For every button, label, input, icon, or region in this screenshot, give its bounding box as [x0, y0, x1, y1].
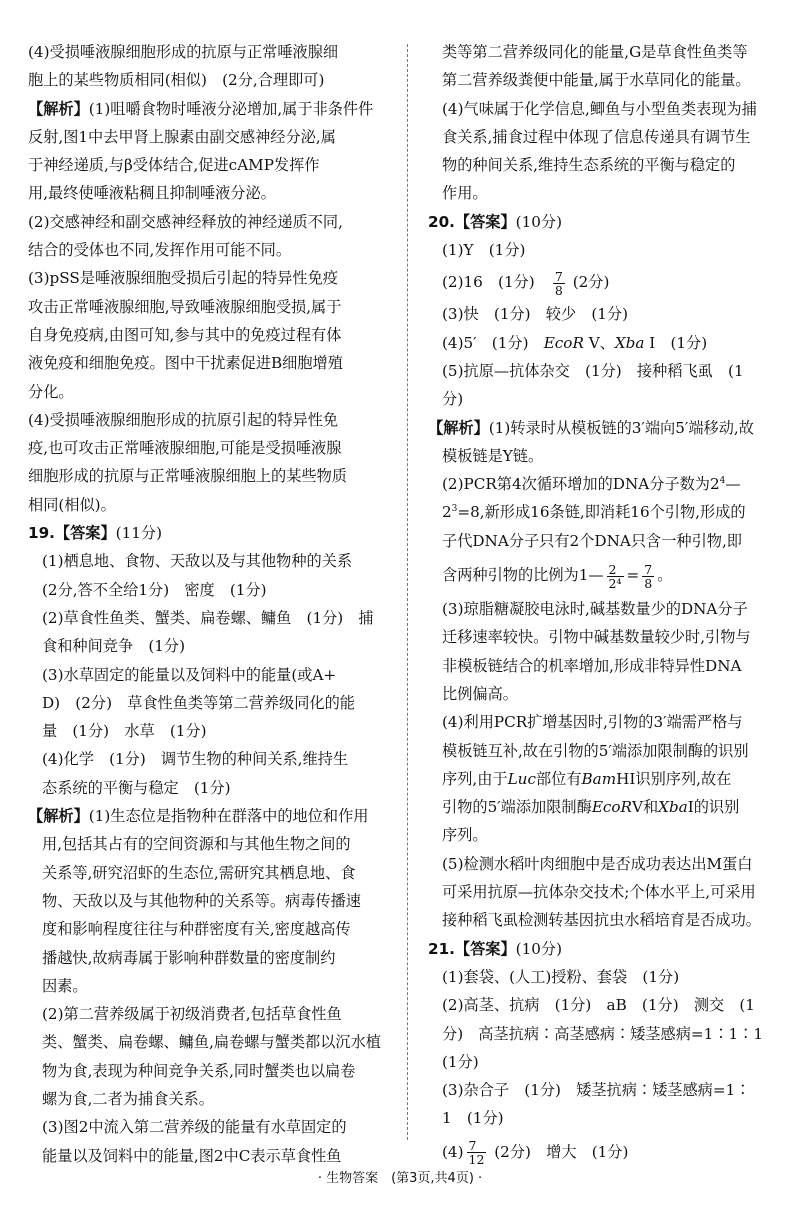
column-divider — [407, 44, 408, 1140]
superscript: 3 — [451, 504, 458, 515]
text-part: Ⅰ的识别 — [687, 798, 740, 817]
text-part: Ⅰ (1分) — [644, 333, 708, 352]
q18-analysis-3: (3)pSS是唾液腺细胞受损后引起的特异性免疫 — [28, 269, 338, 288]
q21-answer-1: (1)套袋、(人工)授粉、套袋 (1分) — [442, 967, 680, 986]
text-line: 因素。 — [42, 976, 88, 995]
text-part: HⅠ识别序列,故在 — [616, 769, 732, 788]
text-line: 播越快,故病毒属于影响种群数量的密度制约 — [42, 948, 336, 967]
gene-name: Luc — [507, 769, 536, 788]
points: (10分) — [515, 212, 563, 231]
q18-analysis-4: (4)受损唾液腺细胞形成的抗原引起的特异性免 — [28, 410, 339, 429]
text-line — [428, 555, 784, 595]
text-part: 2 — [442, 503, 452, 522]
q20-answer-1: (1)Y (1分) — [442, 241, 526, 260]
enzyme-name: Xba — [614, 333, 645, 352]
enzyme-name: Xba — [658, 798, 688, 817]
numerator: 7 — [554, 268, 563, 284]
analysis-label: 【解析】 — [428, 418, 489, 437]
text-line: 胞上的某些物质相同(相似) (2分,合理即可) — [28, 71, 325, 90]
text-line: (2分,答不全给1分) 密度 (1分) — [42, 580, 267, 599]
text-line: 分) 高茎抗病∶高茎感病∶矮茎感病=1∶1∶1 — [442, 1024, 764, 1043]
text-part: — — [725, 475, 741, 494]
q20-analysis-3: (3)琼脂糖凝胶电泳时,碱基数量少的DNA分子 — [442, 600, 748, 619]
q19-answer-3: (3)水草固定的能量以及饲料中的能量(或A+ — [42, 665, 337, 684]
numerator: 7 — [644, 561, 653, 577]
q21-answer-2: (2)高茎、抗病 (1分) aB (1分) 测交 (1 — [442, 996, 755, 1015]
text-part: 。 — [657, 566, 673, 585]
text-line: (1)生态位是指物种在群落中的地位和作用 — [88, 807, 369, 826]
q20-analysis-2 — [428, 470, 784, 498]
points: (10分) — [515, 939, 563, 958]
text-line: 液免疫和细胞免疫。图中干扰素促进B细胞增殖 — [28, 354, 343, 373]
text-part: 部位有 — [535, 769, 582, 788]
text-line: 攻击正常唾液腺细胞,导致唾液腺细胞受损,属于 — [28, 297, 342, 316]
text-part: 含两种引物的比例为1— — [442, 566, 604, 585]
left-column — [28, 38, 394, 1170]
q20-answer-2 — [428, 264, 784, 300]
numerator: 7 — [467, 1139, 487, 1153]
q18-answer-4-cont — [28, 66, 394, 94]
text-line: D) (2分) 草食性鱼类等第二营养级同化的能 — [42, 693, 355, 712]
q18-analysis-2: (2)交感神经和副交感神经释放的神经递质不同, — [28, 212, 343, 231]
answer-label: 【答案】 — [454, 212, 516, 231]
text-line: 物的种间关系,维持生态系统的平衡与稳定的 — [442, 156, 736, 175]
text-part: (2)16 (1分) — [442, 273, 535, 292]
text-line — [428, 765, 784, 793]
text-line: 1 (1分) — [442, 1109, 504, 1128]
text-line: 子代DNA分子只有2个DNA只含一种引物,即 — [442, 531, 742, 550]
text-line: 反射,图1中去甲肾上腺素由副交感神经分泌,属 — [28, 127, 336, 146]
text-line: 食关系,捕食过程中体现了信息传递具有调节生 — [442, 127, 751, 146]
text-line: 自身免疫病,由图可知,参与其中的免疫过程有体 — [28, 325, 342, 344]
fraction — [553, 270, 565, 297]
text-line: (1分) — [442, 1052, 479, 1071]
text-line: 第二营养级粪便中能量,属于水草同化的能量。 — [442, 71, 751, 90]
enzyme-name: EcoR — [591, 798, 632, 817]
text-line: 能量以及饲料中的能量,图2中C表示草食性鱼 — [42, 1146, 342, 1165]
q20-answer-3: (3)快 (1分) 较少 (1分) — [442, 305, 629, 324]
q18-analysis-1 — [28, 95, 394, 123]
text-part: 引物的5′端添加限制酶 — [442, 798, 592, 817]
analysis-label: 【解析】 — [28, 99, 89, 118]
text-line — [428, 793, 784, 821]
text-line — [428, 498, 784, 526]
text-part: (4)5′ (1分) — [442, 333, 529, 352]
text-part: (2分) — [572, 273, 610, 292]
answer-label: 【答案】 — [454, 939, 516, 958]
text-line: 度和影响程度往往与种群密度有关,密度越高传 — [42, 920, 351, 939]
text-line: 态系统的平衡与稳定 (1分) — [42, 778, 231, 797]
page-footer: · 生物答案 (第3页,共4页) · — [317, 1171, 483, 1186]
q20-analysis-5: (5)检测水稻叶肉细胞中是否成功表达出M蛋白 — [442, 854, 753, 873]
text-part: = — [626, 566, 640, 585]
text-part: =8,新形成16条链,即消耗16个引物,形成的 — [457, 503, 746, 522]
text-line: 疫,也可攻击正常唾液腺细胞,可能是受损唾液腺 — [28, 439, 342, 458]
text-line: 模板链互补,故在引物的5′端添加限制酶的识别 — [442, 741, 749, 760]
enzyme-name: EcoR — [543, 333, 584, 352]
text-line: 迁移速率较快。引物中碱基数量较少时,引物与 — [442, 628, 751, 647]
text-line: 关系等,研究沼虾的生态位,需研究其栖息地、食 — [42, 863, 356, 882]
text-part: Ⅴ、 — [583, 333, 615, 352]
text-part: (2)PCR第4次循环增加的DNA分子数为2 — [442, 475, 720, 494]
text-line: 接种稻飞虱检测转基因抗虫水稻培育是否成功。 — [442, 911, 761, 930]
text-line: 物、天敌以及与其他物种的关系等。病毒传播速 — [42, 891, 361, 910]
q20-heading — [428, 208, 784, 236]
text-part: Ⅴ和 — [631, 798, 659, 817]
text-part: (4) — [442, 1142, 464, 1161]
text-line: 非模板链结合的机率增加,形成非特异性DNA — [442, 656, 742, 675]
question-number: 21. — [428, 939, 455, 958]
text-line: 用,包括其占有的空间资源和与其他生物之间的 — [42, 835, 351, 854]
text-line: 分) — [442, 390, 464, 409]
q21-heading — [428, 935, 784, 963]
text-line: 相同(相似)。 — [28, 495, 116, 514]
text-line: 于神经递质,与β受体结合,促进cAMP发挥作 — [28, 156, 320, 175]
q19-analysis-3: (3)图2中流入第二营养级的能量有水草固定的 — [42, 1118, 347, 1137]
denominator: 2⁴ — [608, 575, 622, 591]
text-line: 食和种间竞争 (1分) — [42, 637, 186, 656]
denominator: 12 — [468, 1152, 485, 1168]
denominator: 8 — [554, 282, 563, 298]
fraction — [467, 1139, 487, 1166]
q19-analysis-1 — [28, 802, 394, 830]
text-line: 作用。 — [442, 184, 488, 203]
text-line: (4)受损唾液腺细胞形成的抗原与正常唾液腺细 — [28, 43, 339, 61]
text-line: (1)咀嚼食物时唾液分泌增加,属于非条件件 — [88, 99, 374, 118]
question-number: 20. — [428, 212, 455, 231]
q21-answer-3: (3)杂合子 (1分) 矮茎抗病∶矮茎感病=1∶ — [442, 1081, 751, 1100]
q20-answer-5: (5)抗原—抗体杂交 (1分) 接种稻飞虱 (1 — [442, 361, 744, 380]
numerator: 2 — [607, 563, 624, 577]
q21-answer-4 — [428, 1133, 784, 1171]
text-line: 量 (1分) 水草 (1分) — [42, 722, 207, 741]
fraction — [607, 563, 624, 590]
text-line: 可采用抗原—抗体杂交技术;个体水平上,可采用 — [442, 883, 756, 902]
text-line: 模板链是Y链。 — [442, 446, 544, 465]
text-line: 比例偏高。 — [442, 684, 518, 703]
points: (11分) — [115, 524, 163, 543]
text-line: 分化。 — [28, 382, 74, 401]
q19-answer-4: (4)化学 (1分) 调节生物的种间关系,维持生 — [42, 750, 349, 769]
superscript: 4 — [719, 476, 726, 487]
text-line: 物为食,表现为种间竞争关系,同时蟹类也以扁卷 — [42, 1061, 356, 1080]
q19-answer-1: (1)栖息地、食物、天敌以及与其他物种的关系 — [42, 552, 353, 571]
text-line: 序列。 — [442, 826, 488, 845]
q20-analysis-1 — [428, 414, 784, 442]
q19-analysis-2: (2)第二营养级属于初级消费者,包括草食性鱼 — [42, 1005, 342, 1024]
q20-analysis-4: (4)利用PCR扩增基因时,引物的3′端需严格与 — [442, 713, 743, 732]
q19-heading — [28, 519, 394, 547]
text-part: 序列,由于 — [442, 769, 508, 788]
text-line: 类等第二营养级同化的能量,G是草食性鱼类等 — [442, 43, 748, 61]
text-line: 用,最终使唾液粘稠且抑制唾液分泌。 — [28, 184, 276, 203]
fraction — [642, 563, 654, 590]
right-column — [428, 38, 784, 1171]
text-line: 结合的受体也不同,发挥作用可能不同。 — [28, 241, 292, 260]
q19-analysis-4: (4)气味属于化学信息,鲫鱼与小型鱼类表现为捕 — [442, 99, 757, 118]
answer-label: 【答案】 — [54, 524, 116, 543]
text-line: 螺为食,二者为捕食关系。 — [42, 1089, 214, 1108]
denominator: 8 — [644, 575, 653, 591]
q20-answer-4 — [428, 329, 784, 357]
analysis-label: 【解析】 — [28, 807, 89, 826]
question-number: 19. — [28, 524, 55, 543]
text-part: (2分) 增大 (1分) — [494, 1142, 629, 1161]
text-line: 细胞形成的抗原与正常唾液腺细胞上的某些物质 — [28, 467, 347, 486]
q19-answer-2: (2)草食性鱼类、蟹类、扁卷螺、鳙鱼 (1分) 捕 — [42, 608, 374, 627]
text-line: 类、蟹类、扁卷螺、鳙鱼,扁卷螺与蟹类都以沉水植 — [42, 1033, 381, 1052]
enzyme-name: Bam — [581, 769, 617, 788]
text-line: (1)转录时从模板链的3′端向5′端移动,故 — [488, 418, 754, 437]
q18-answer-4 — [28, 38, 394, 66]
